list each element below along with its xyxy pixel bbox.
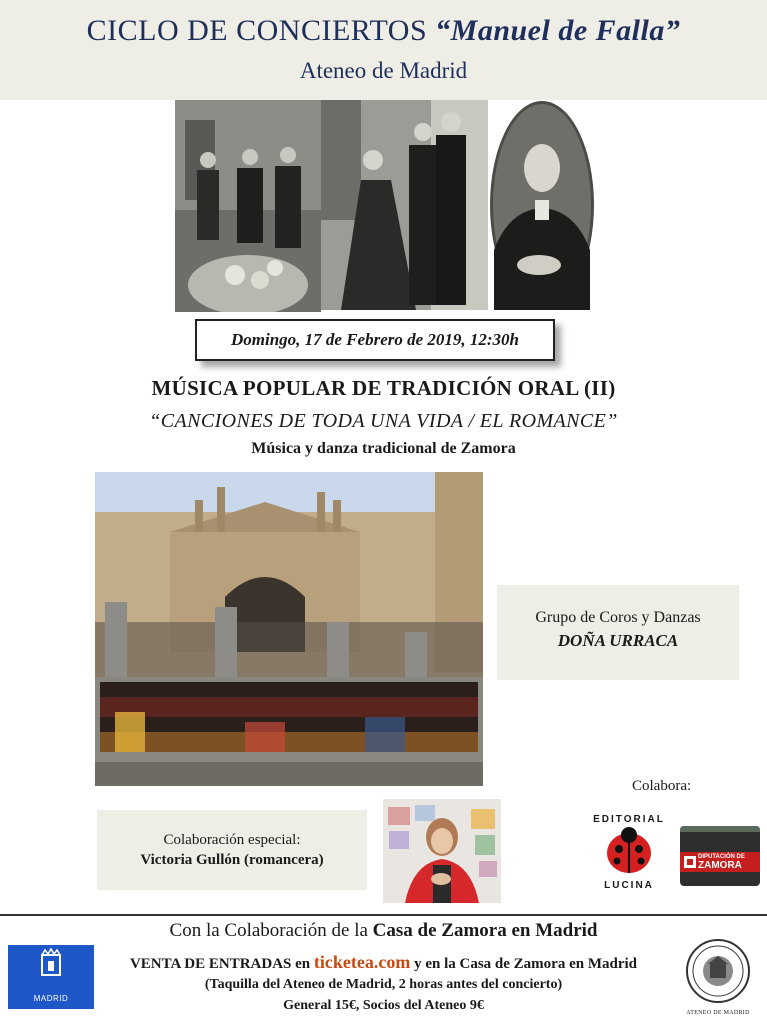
singer-photo bbox=[383, 799, 501, 903]
footer-tickets-line bbox=[0, 952, 767, 973]
tickets-prefix: VENTA DE ENTRADAS en bbox=[129, 956, 314, 972]
group-photo-cathedral bbox=[95, 472, 483, 786]
special-collab-name: Victoria Gullón (romancera) bbox=[140, 852, 324, 868]
madrid-logo-caption: MADRID bbox=[33, 994, 69, 1003]
zamora-logo-band bbox=[680, 852, 760, 872]
footer-box-office-line: (Taquilla del Ateneo de Madrid, 2 horas antes del concierto) bbox=[204, 977, 563, 992]
group-info-box bbox=[497, 585, 739, 680]
event-quote-title: “CANCIONES DE TODA UNA VIDA / EL ROMANCE” bbox=[149, 410, 618, 432]
footer-collab-bold: Casa de Zamora en Madrid bbox=[372, 920, 598, 941]
ateneo-seal-icon bbox=[683, 938, 753, 1004]
footer-collab-line bbox=[0, 920, 767, 942]
zamora-logo-stripe bbox=[680, 826, 760, 832]
ticketea-link[interactable]: ticketea.com bbox=[313, 952, 411, 972]
group-line1: Grupo de Coros y Danzas bbox=[535, 609, 701, 626]
zamora-top-text: DIPUTACIÓN DE bbox=[698, 854, 745, 860]
footer-divider bbox=[0, 914, 767, 916]
group-name: DOÑA URRACA bbox=[557, 631, 679, 650]
title-highlight: “Manuel de Falla” bbox=[435, 14, 681, 47]
colabora-label: Colabora: bbox=[632, 778, 692, 794]
event-title: MÚSICA POPULAR DE TRADICIÓN ORAL (II) bbox=[151, 376, 616, 400]
historical-photo-garden bbox=[175, 100, 321, 312]
footer-collab-prefix: Con la Colaboración de la bbox=[169, 920, 373, 941]
ladybug-icon bbox=[588, 825, 670, 877]
zamora-shield-icon bbox=[683, 855, 697, 869]
ateneo-seal-logo bbox=[683, 938, 753, 1016]
madrid-city-logo bbox=[8, 945, 94, 1009]
event-subtitle: Música y danza tradicional de Zamora bbox=[251, 440, 516, 457]
lucina-top-text: EDITORIAL bbox=[593, 814, 665, 825]
editorial-lucina-logo bbox=[588, 814, 670, 898]
page-title bbox=[0, 14, 767, 48]
ateneo-seal-caption: ATENEO DE MADRID bbox=[686, 1010, 750, 1016]
lucina-bottom-text: LUCINA bbox=[604, 880, 654, 891]
event-date-box: Domingo, 17 de Febrero de 2019, 12:30h bbox=[195, 319, 555, 361]
tickets-suffix: y en la Casa de Zamora en Madrid bbox=[410, 956, 638, 972]
portrait-photo-falla bbox=[489, 100, 595, 310]
diputacion-zamora-logo bbox=[680, 826, 760, 886]
historical-photo-trio bbox=[321, 100, 488, 310]
special-collab-label: Colaboración especial: bbox=[163, 832, 301, 848]
page-subtitle: Ateneo de Madrid bbox=[299, 58, 468, 83]
zamora-bottom-text: ZAMORA bbox=[698, 860, 742, 871]
footer-prices-line: General 15€, Socios del Ateneo 9€ bbox=[283, 998, 484, 1013]
special-collab-box bbox=[97, 810, 367, 890]
madrid-crest-icon bbox=[8, 945, 94, 991]
title-prefix: CICLO DE CONCIERTOS bbox=[86, 14, 436, 47]
